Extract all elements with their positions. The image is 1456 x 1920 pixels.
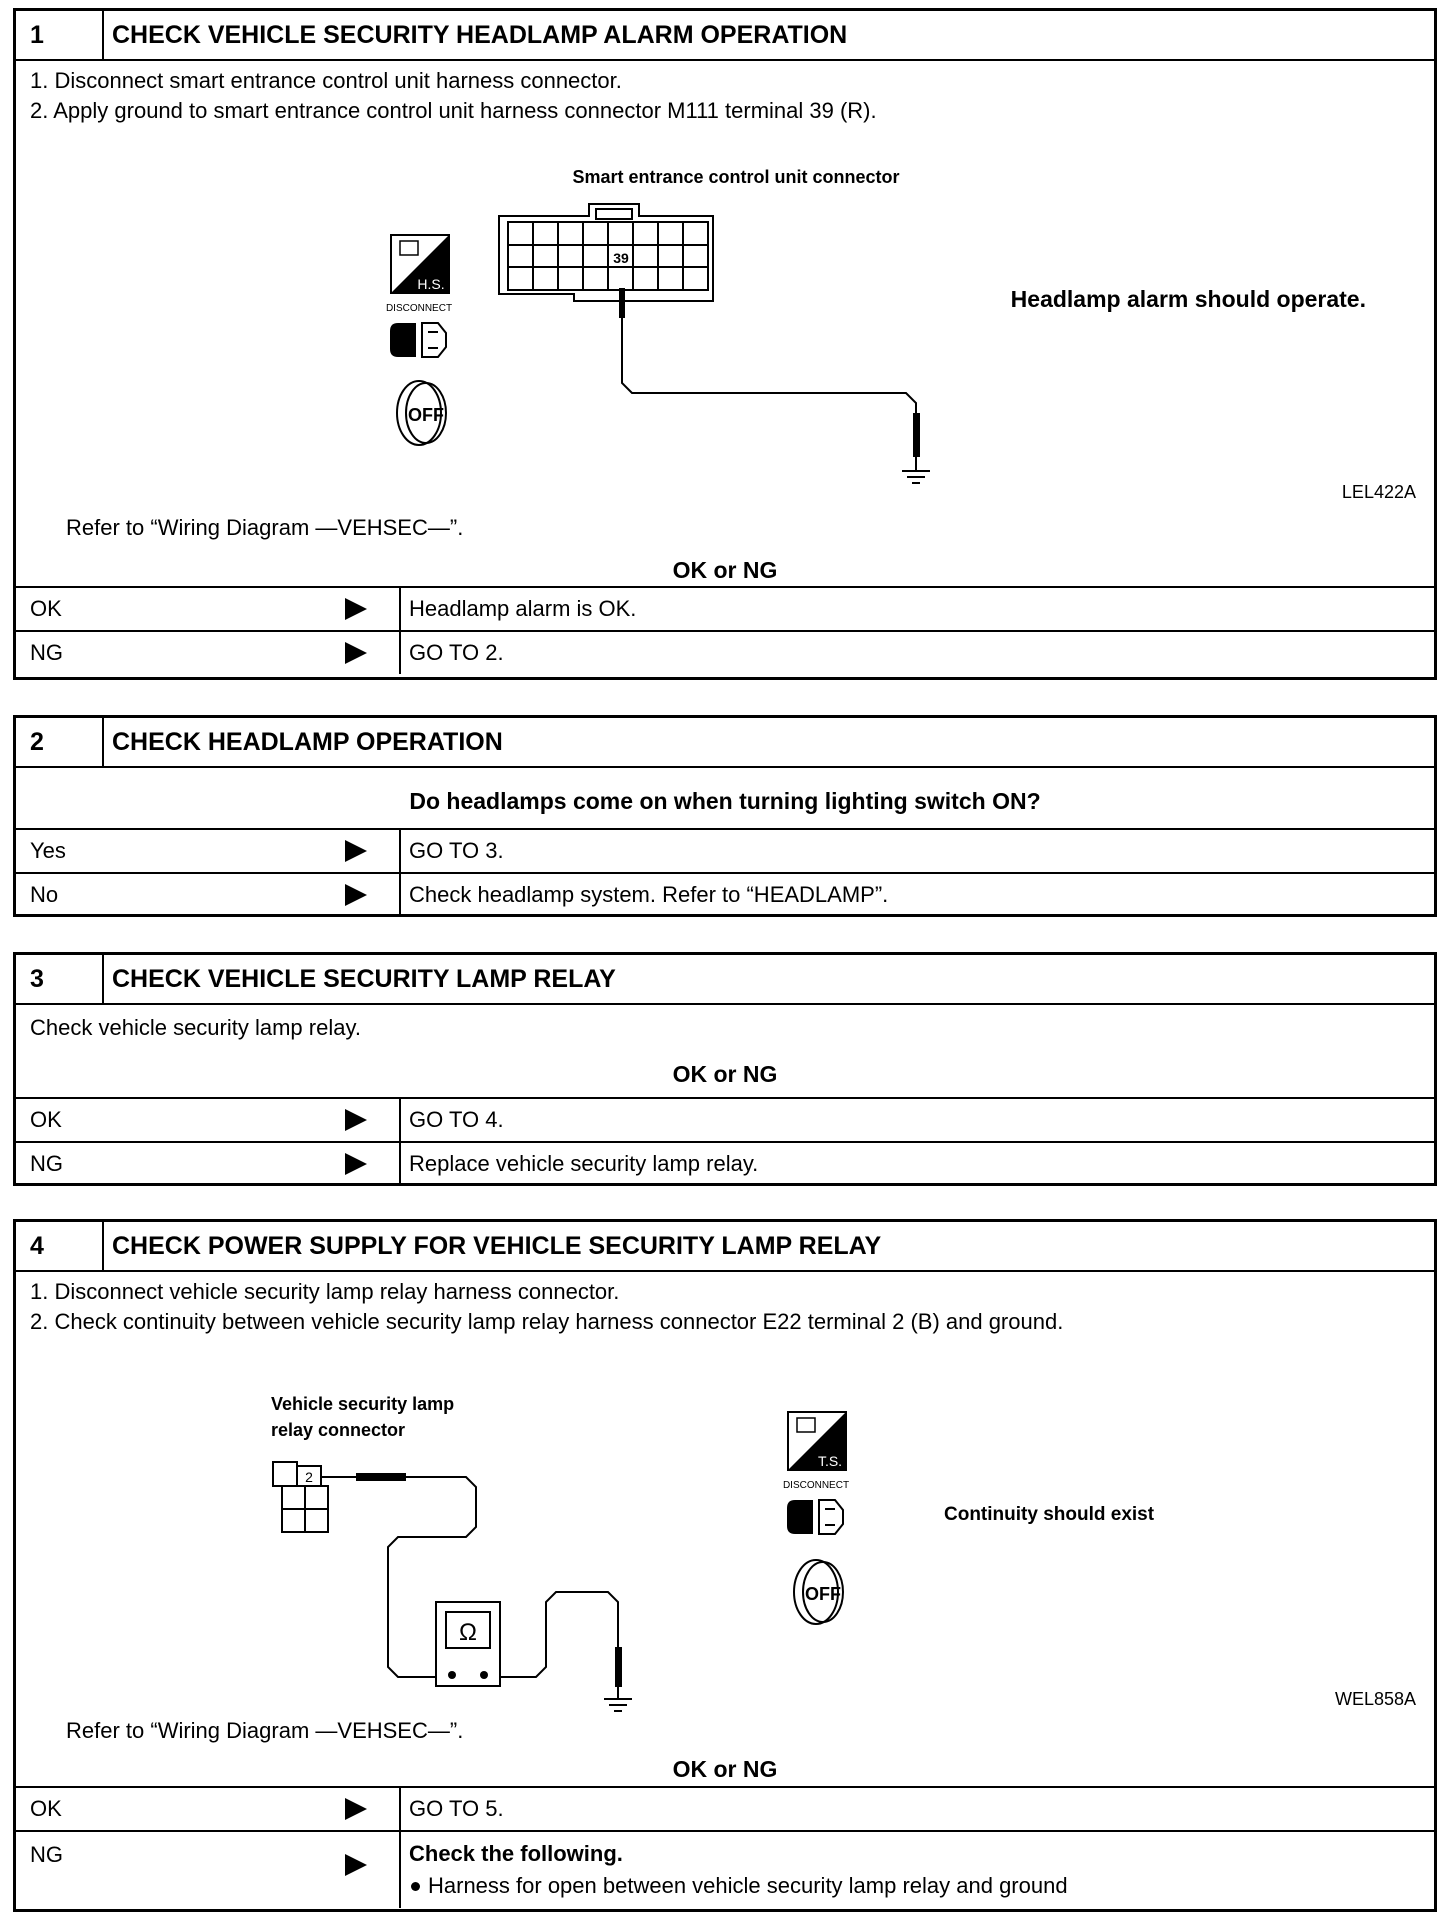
instruction: Check vehicle security lamp relay. [30, 1015, 361, 1040]
result-label: Yes [30, 838, 66, 863]
step-title: CHECK POWER SUPPLY FOR VEHICLE SECURITY LAMP RELAY [112, 1231, 882, 1260]
step-4-body [16, 1272, 1434, 1786]
continuity-diagram [16, 1272, 1434, 1786]
connector-label-line-2: relay connector [271, 1420, 406, 1440]
ok-ng-question: OK or NG [672, 557, 778, 583]
instruction-1: 1. Disconnect smart entrance control unit harness connector. [30, 68, 622, 93]
connector-label: Smart entrance control unit connector [572, 167, 900, 187]
result-text: GO TO 5. [409, 1796, 504, 1821]
result-text: Replace vehicle security lamp relay. [409, 1151, 759, 1176]
arrow-icon [345, 1153, 367, 1175]
step-3-block [13, 952, 1437, 1186]
terminal-2: 2 [305, 1469, 313, 1485]
result-item-text: Harness for open between vehicle security lamp relay and ground [428, 1873, 1068, 1898]
bullet-icon [411, 1882, 420, 1891]
result-label: OK [30, 1107, 62, 1132]
result-row-ng [16, 1830, 1434, 1908]
instruction-1: 1. Disconnect vehicle security lamp relay harness connector. [30, 1279, 620, 1304]
step-number: 4 [16, 1222, 104, 1270]
disconnect-label: DISCONNECT [385, 303, 453, 314]
step-number: 3 [16, 955, 104, 1003]
result-text: Headlamp alarm is OK. [409, 596, 637, 621]
ignition-off-icon [794, 1560, 843, 1624]
step-title: CHECK VEHICLE SECURITY HEADLAMP ALARM OPERATION [112, 20, 848, 49]
step-2-header [16, 718, 1434, 768]
off-label: OFF [805, 1584, 841, 1604]
result-row-no [16, 872, 1434, 916]
terminal-39: 39 [613, 250, 629, 266]
result-label: OK [30, 1796, 62, 1821]
result-row-ng [16, 1141, 1434, 1185]
hs-icon-label: H.S. [417, 276, 445, 292]
arrow-icon [345, 884, 367, 906]
step-3-body [16, 1005, 1434, 1097]
arrow-icon [345, 1854, 367, 1876]
result-bullet-item [409, 1873, 1068, 1899]
result-label: NG [30, 1151, 63, 1176]
hs-icon [391, 235, 449, 293]
result-text: GO TO 3. [409, 838, 504, 863]
disconnect-icon [787, 1500, 843, 1534]
question: Do headlamps come on when turning lighting switch ON? [409, 788, 1041, 814]
step-number: 1 [16, 11, 104, 59]
off-label: OFF [408, 405, 444, 425]
step-2-block [13, 715, 1437, 917]
result-cell [401, 1832, 1434, 1908]
instruction-2: 2. Apply ground to smart entrance control unit harness connector M111 terminal 39 (R). [30, 98, 877, 123]
refer-text: Refer to “Wiring Diagram —VEHSEC—”. [66, 1718, 464, 1743]
step-2-body [16, 768, 1434, 828]
arrow-icon [345, 1798, 367, 1820]
arrow-icon [345, 642, 367, 664]
figure-code: LEL422A [1341, 482, 1416, 502]
ground-probe [619, 288, 930, 483]
refer-text: Refer to “Wiring Diagram —VEHSEC—”. [66, 515, 464, 540]
ok-ng-question: OK or NG [672, 1061, 778, 1087]
result-label: NG [30, 1842, 63, 1867]
ohm-symbol: Ω [459, 1619, 477, 1646]
step-3-header [16, 955, 1434, 1005]
arrow-icon [345, 840, 367, 862]
connector-shape [499, 204, 713, 301]
step-title: CHECK HEADLAMP OPERATION [112, 727, 503, 756]
result-label: OK [30, 596, 62, 621]
result-label: No [30, 882, 59, 907]
connector-diagram-1 [16, 61, 1434, 586]
ts-icon-label: T.S. [817, 1453, 843, 1469]
ts-icon [788, 1412, 846, 1470]
step-4-header [16, 1222, 1434, 1272]
result-row-ok [16, 586, 1434, 630]
result-row-ng [16, 630, 1434, 674]
instruction-2: 2. Check continuity between vehicle security lamp relay harness connector E22 terminal 2 (B) and ground. [30, 1309, 1064, 1334]
relay-connector-shape [273, 1462, 328, 1532]
arrow-icon [345, 598, 367, 620]
step-4-block [13, 1219, 1437, 1912]
step-title: CHECK VEHICLE SECURITY LAMP RELAY [112, 964, 616, 993]
disconnect-label: DISCONNECT [782, 1480, 850, 1491]
result-row-ok [16, 1097, 1434, 1141]
figure-code: WEL858A [1334, 1689, 1416, 1709]
connector-label-line-1: Vehicle security lamp [271, 1394, 455, 1414]
result-text: GO TO 4. [409, 1107, 504, 1132]
expected-result: Headlamp alarm should operate. [1010, 286, 1366, 312]
step-1-block [13, 8, 1437, 680]
step-1-header [16, 11, 1434, 61]
arrow-icon [345, 1109, 367, 1131]
expected-result: Continuity should exist [944, 1504, 1155, 1525]
ignition-off-icon [397, 381, 446, 445]
result-text: Check headlamp system. Refer to “HEADLAMP”. [409, 882, 889, 907]
result-label: NG [30, 640, 63, 665]
ok-ng-question: OK or NG [672, 1756, 778, 1782]
result-text: GO TO 2. [409, 640, 504, 665]
step-number: 2 [16, 718, 104, 766]
step-1-body [16, 61, 1434, 586]
result-row-ok [16, 1786, 1434, 1830]
result-title: Check the following. [409, 1841, 623, 1866]
result-row-yes [16, 828, 1434, 872]
disconnect-icon [390, 323, 446, 357]
ohmmeter [436, 1602, 500, 1686]
